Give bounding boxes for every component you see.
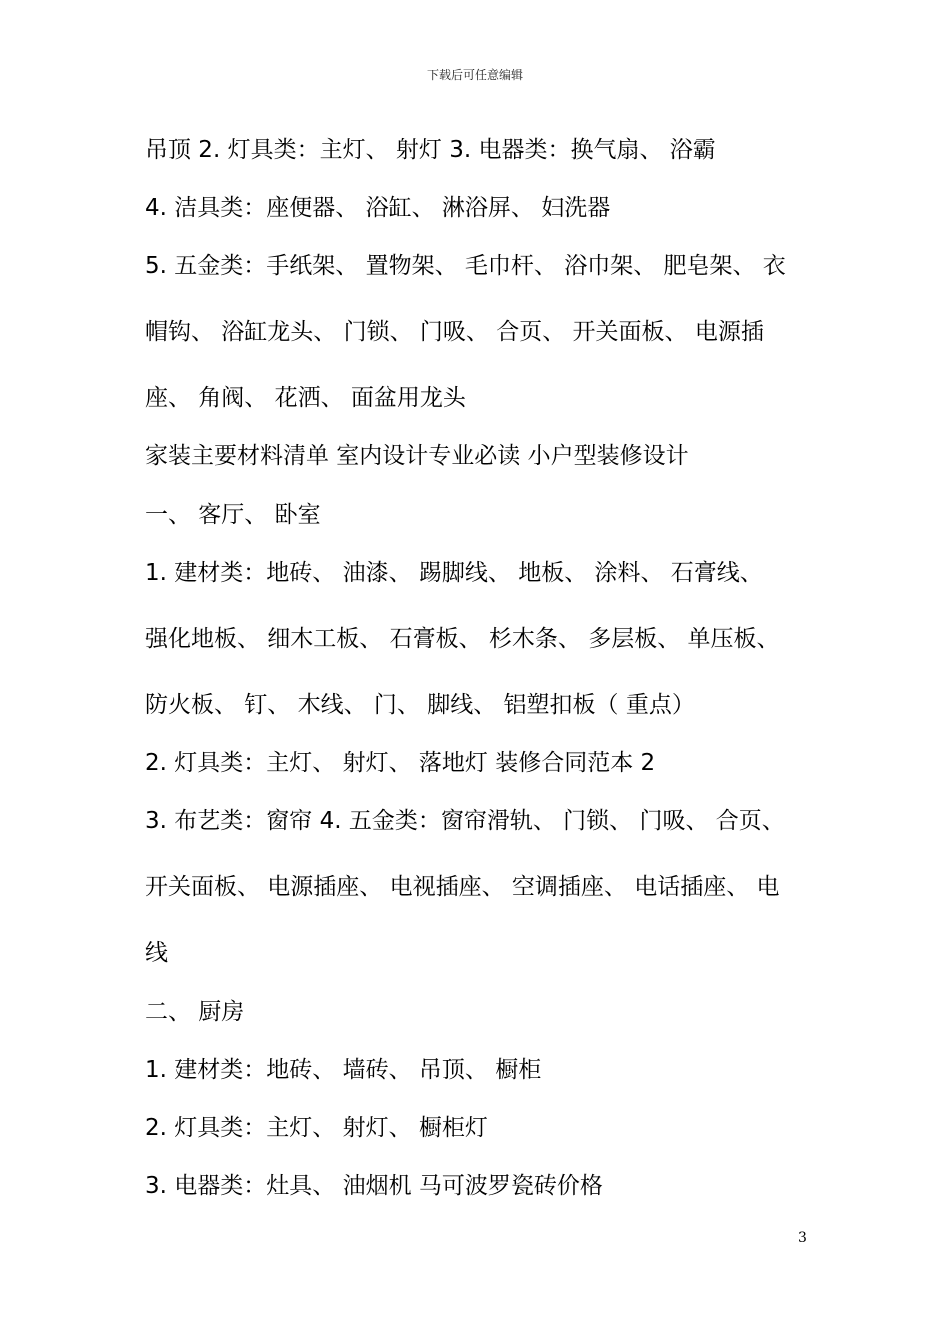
section-heading-living-bedroom: 一、 客厅、 卧室 — [145, 502, 321, 528]
text-line-8: 1. 建材类：地砖、 油漆、 踢脚线、 地板、 涂料、 石膏线、 — [145, 560, 763, 586]
text-line-17: 2. 灯具类：主灯、 射灯、 橱柜灯 — [145, 1115, 488, 1141]
text-line-4: 帽钩、 浴缸龙头、 门锁、 门吸、 合页、 开关面板、 电源插 — [145, 319, 764, 345]
text-line-12: 3. 布艺类：窗帘 4. 五金类：窗帘滑轨、 门锁、 门吸、 合页、 — [145, 808, 785, 834]
text-line-11: 2. 灯具类：主灯、 射灯、 落地灯 装修合同范本 2 — [145, 750, 656, 776]
text-line-18: 3. 电器类：灶具、 油烟机 马可波罗瓷砖价格 — [145, 1173, 603, 1199]
text-line-13: 开关面板、 电源插座、 电视插座、 空调插座、 电话插座、 电 — [145, 874, 780, 900]
page-number: 3 — [798, 1230, 807, 1246]
text-line-6: 家装主要材料清单 室内设计专业必读 小户型装修设计 — [145, 443, 689, 469]
text-line-14: 线 — [145, 940, 168, 966]
section-heading-kitchen: 二、 厨房 — [145, 999, 245, 1025]
text-line-1: 吊顶 2. 灯具类：主灯、 射灯 3. 电器类：换气扇、 浴霸 — [145, 137, 716, 163]
text-line-10: 防火板、 钉、 木线、 门、 脚线、 铝塑扣板（ 重点） — [145, 692, 695, 718]
text-line-16: 1. 建材类：地砖、 墙砖、 吊顶、 橱柜 — [145, 1057, 542, 1083]
text-line-2: 4. 洁具类：座便器、 浴缸、 淋浴屏、 妇洗器 — [145, 195, 611, 221]
text-line-5: 座、 角阀、 花洒、 面盆用龙头 — [145, 385, 466, 411]
text-line-3: 5. 五金类：手纸架、 置物架、 毛巾杆、 浴巾架、 肥皂架、 衣 — [145, 253, 786, 279]
download-note: 下载后可任意编辑 — [426, 68, 523, 82]
text-line-9: 强化地板、 细木工板、 石膏板、 杉木条、 多层板、 单压板、 — [145, 626, 780, 652]
